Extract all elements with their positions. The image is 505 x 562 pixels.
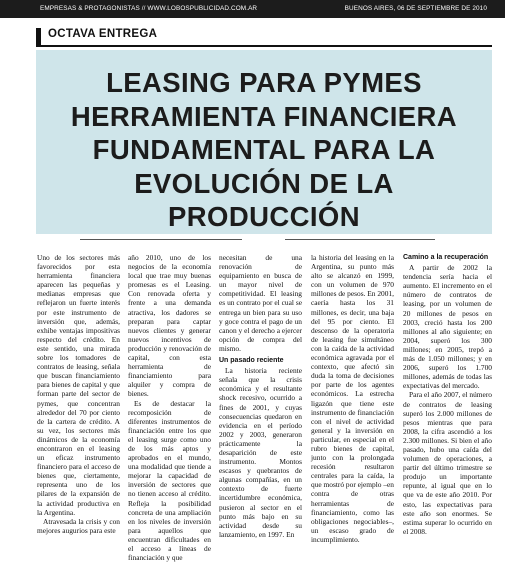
article-column-5	[403, 253, 492, 509]
paragraph: A partir de 2002 la tendencia sería hacia el aumento. El incremento en el número de contratos de leasing, por un volumen de 20 millones de pesos en 2003, creció hasta los 200 millones al año siguiente; en 2004, superó los 300 millones; en 2005, trepó a más de 1.050 millones; y en 2006, superó los 1.700 millones, además de todas las expectativas del mercado.	[403, 263, 492, 390]
subheading: Camino a la recuperación	[403, 253, 492, 262]
publication-date: BUENOS AIRES, 06 DE SEPTIEMBRE DE 2010	[345, 5, 487, 12]
divider-left	[80, 239, 242, 240]
paragraph: Atravesada la crisis y con mejores augurios para este	[37, 517, 120, 535]
article-column-2	[128, 253, 211, 509]
article-body	[37, 253, 492, 509]
article-column-1	[37, 253, 120, 509]
article-column-3	[219, 253, 302, 509]
subheading: Un pasado reciente	[219, 356, 302, 365]
paragraph: La historia reciente señala que la crisis económica y el resultante shock recesivo, ocurrido a fines de 2001, y cuyas consecuencias quedaron en evidencia en el período 2002 y 2003, generaron prácticamente la desaparición de este instrumento. Montos escasos y quebrantos de algunas compañías, en un contexto de fuerte incertidumbre económica, pusieron al sector en el punto más bajo en su actividad desde su lanzamiento, en 1997. En	[219, 366, 302, 539]
section-marker	[36, 28, 41, 45]
divider-right	[285, 239, 435, 240]
paragraph: la historia del leasing en la Argentina, su punto más alto se alcanzó en 1999, con un volumen de 970 millones de pesos. En 2001, caería hasta los 31 millones, es decir, una baja del 95 por ciento. El descenso de la operatoria de leasing fue simultáneo con la caída de la actividad económica agravada por el contexto, que afectó sin duda la toma de decisiones por parte de los agentes económicos. La estrecha ligazón que tiene este instrumento de financiación con el nivel de actividad general y la inversión en particular, en especial en el rubro bienes de capital, junto con la prolongada recesión resultaron centrales para la caída, la que mostró por ejemplo –en contra de otras herramientas de financiamiento, como las obligaciones negociables–, un escaso grado de incumplimiento.	[311, 253, 394, 544]
paragraph: año 2010, uno de los negocios de la economía local que trae muy buenas promesas es el Leasing. Con renovada oferta y frente a una demanda atractiva, los dadores se preparan para captar nuevos clientes y generar nuevos incentivos de producción y renovación de capital, con esta herramienta de financiamiento para alquiler y compra de bienes.	[128, 253, 211, 399]
section-divider	[36, 45, 492, 47]
section-title: OCTAVA ENTREGA	[48, 28, 157, 40]
article-column-4	[311, 253, 394, 509]
publication-name[interactable]: EMPRESAS & PROTAGONISTAS // WWW.LOBOSPUBLICIDAD.COM.AR	[40, 5, 257, 12]
paragraph: Es de destacar la recomposición de diferentes instrumentos de financiación entre los que el leasing surge como uno de los más aptos y aprobados en el mundo, una modalidad que tiende a mejorar la capacidad de inversión de sectores que no tienen acceso al crédito. Refleja la posibilidad concreta de una ampliación en los niveles de inversión para aquellos que encuentran dificultades en el acceso a líneas de financiación y que	[128, 399, 211, 562]
paragraph: Para el año 2007, el número de contratos de leasing superó los 2.000 millones de pesos mientras que para 2008, la cifra ascendió a los 2.300 millones. Si bien el año pasado, hubo una caída del volumen de operaciones, a partir del último trimestre se produjo un importante repunte, al igual que en lo que va de este año 2010. Por esto, las expectativas para este año son enormes. Se estima superar lo ocurrido en el 2008.	[403, 390, 492, 536]
article-headline: LEASING PARA PYMES HERRAMIENTA FINANCIERA FUNDAMENTAL PARA LA EVOLUCIÓN DE LA PRODUCCIÓN	[36, 66, 492, 234]
paragraph: Uno de los sectores más favorecidos por esta herramienta financiera aparecen las pequeñas y medianas empresas que reflejaron un fuerte interés por este instrumento de inversión que, además, exhibe ventajas impositivas respecto del crédito. En este sentido, una mirada sobre los tomadores de contratos de leasing, señala que buscan financiamiento para bienes de capital y que forman parte del sector de pymes, que concentran alrededor del 70 por ciento de la cartera de crédito. A su vez, los sectores más dinámicos de la economía encontraron en el leasing un eficaz instrumento financiero para el acceso de bienes que, ciertamente, representa uno de los pilares de la expansión de la actividad productiva en la Argentina.	[37, 253, 120, 517]
paragraph: necesitan de una renovación de equipamiento en busca de un mayor nivel de competitividad. El leasing es un contrato por el cual se entrega un bien para su uso y goce contra el pago de un canon y el derecho a ejercer opción de compra del mismo.	[219, 253, 302, 353]
top-bar	[0, 0, 505, 18]
